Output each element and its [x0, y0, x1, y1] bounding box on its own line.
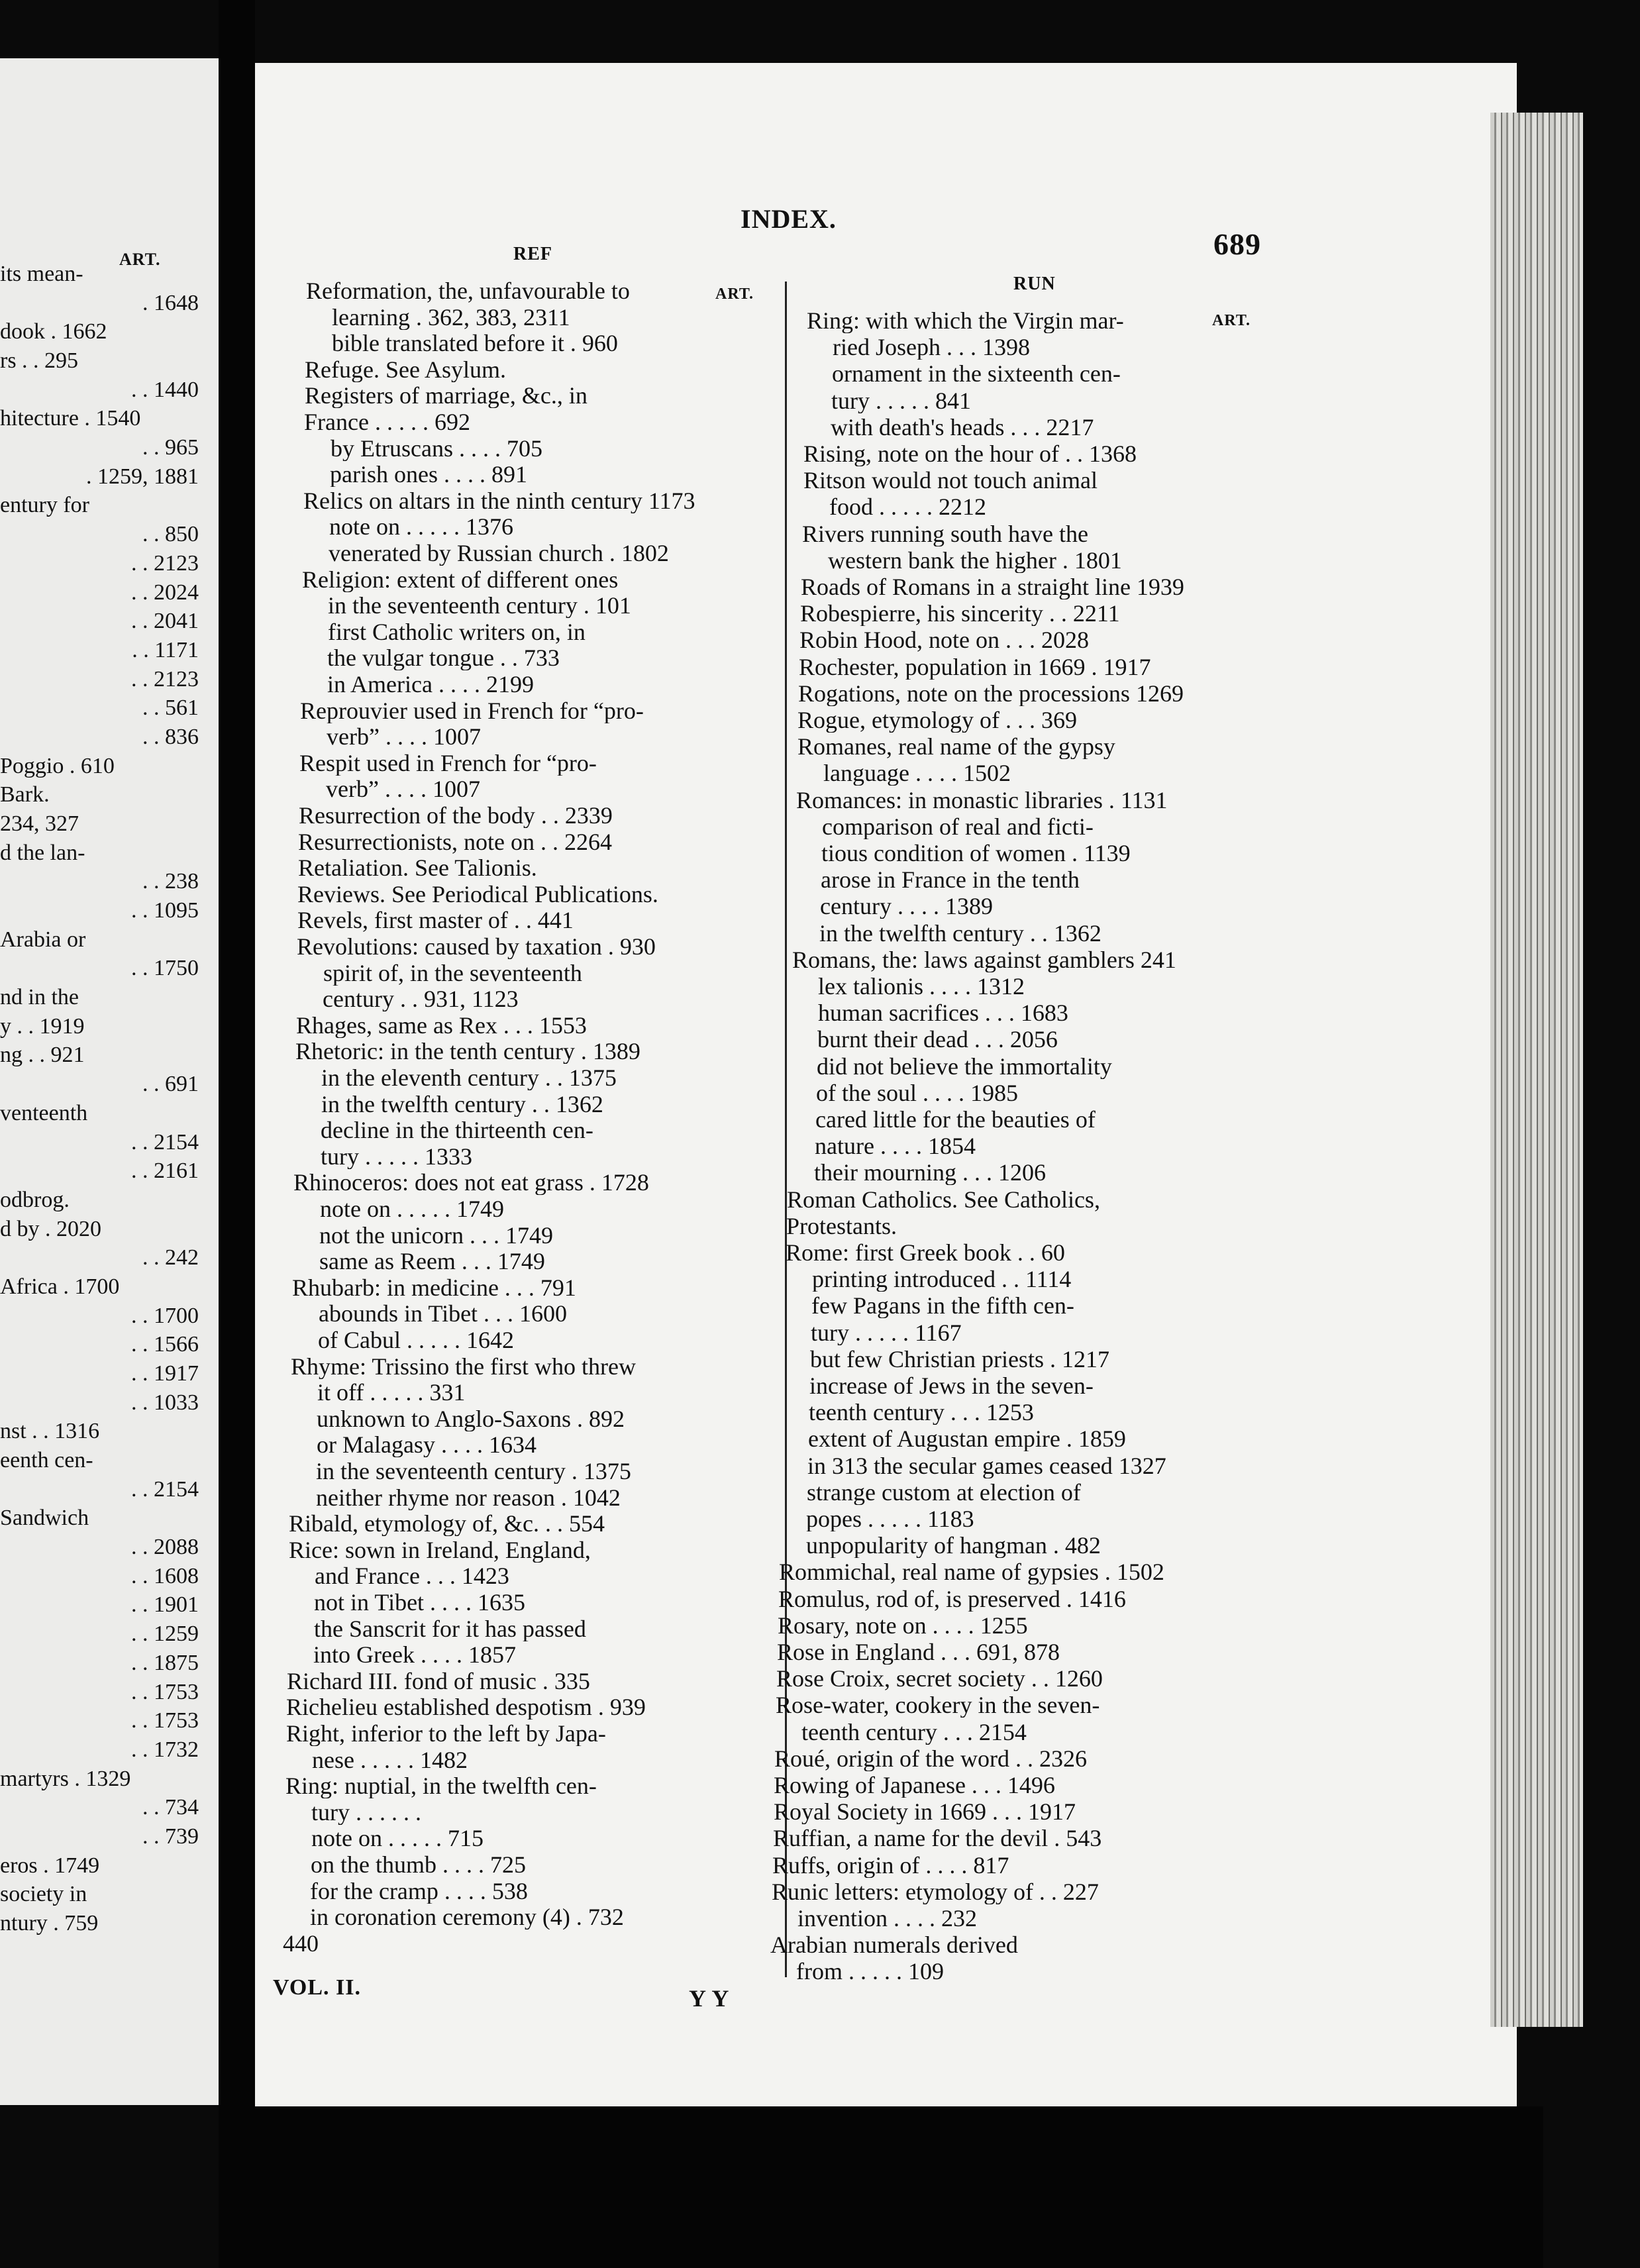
index-entry-line: increase of Jews in the seven- [809, 1373, 1094, 1398]
left-page-line: . . 1608 [131, 1564, 199, 1588]
index-entry-line: Rogations, note on the processions 1269 [798, 680, 1184, 706]
left-page-line: . . 1700 [131, 1304, 199, 1328]
signature-mark: Y Y [689, 1985, 730, 2012]
running-head-right: RUN [1013, 274, 1056, 294]
index-entry-line: human sacrifices . . . 1683 [818, 1000, 1068, 1026]
index-entry-line: verb” . . . . 1007 [327, 724, 481, 750]
index-entry-line: language . . . . 1502 [823, 760, 1011, 786]
left-page-art-label: ART. [119, 250, 161, 269]
left-page-line: . 1648 [142, 291, 199, 315]
index-entry-line: popes . . . . . 1183 [806, 1506, 974, 1531]
left-page-line: odbrog. [0, 1188, 70, 1212]
left-page-line: Bark. [0, 782, 50, 807]
index-entry-line: same as Reem . . . 1749 [319, 1249, 545, 1274]
left-page-line: . 1259, 1881 [86, 464, 199, 489]
index-entry-line: Right, inferior to the left by Japa- [286, 1721, 606, 1746]
column-divider [785, 282, 787, 1977]
left-page-line: . . 2123 [131, 667, 199, 692]
index-entry-line: food . . . . . 2212 [829, 494, 986, 520]
index-entry-line: burnt their dead . . . 2056 [817, 1027, 1058, 1053]
index-entry-line: Resurrectionists, note on . . 2264 [298, 829, 612, 854]
index-entry-line: Religion: extent of different ones [302, 566, 619, 592]
index-entry-line: bible translated before it . 960 [332, 331, 618, 356]
index-entry-line: from . . . . . 109 [796, 1959, 944, 1984]
index-entry-line: Retaliation. See Talionis. [298, 855, 537, 881]
index-entry-line: note on . . . . . 715 [311, 1826, 484, 1851]
left-page-line: . . 1095 [131, 898, 199, 923]
index-entry-line: Rosary, note on . . . . 1255 [778, 1612, 1028, 1638]
left-page-line: . . 2123 [131, 551, 199, 576]
volume-label: VOL. II. [273, 1975, 361, 2000]
index-entry-line: not in Tibet . . . . 1635 [314, 1590, 526, 1615]
index-entry-line: Ruffs, origin of . . . . 817 [772, 1852, 1009, 1878]
index-entry-line: century . . . . 1389 [820, 894, 993, 919]
index-entry-line: in the seventeenth century . 101 [328, 593, 631, 619]
index-entry-line: tury . . . . . . [311, 1799, 421, 1825]
left-page-line: . . 850 [142, 522, 199, 546]
index-entry-line: with death's heads . . . 2217 [831, 414, 1094, 440]
index-entry-line: France . . . . . 692 [304, 409, 470, 435]
left-page-line: . . 2154 [131, 1130, 199, 1155]
left-page-line: eenth cen- [0, 1448, 93, 1472]
index-entry-line: spirit of, in the seventeenth [323, 960, 582, 986]
left-page-line: Poggio . 610 [0, 754, 115, 778]
index-entry-line: Reviews. See Periodical Publications. [297, 881, 658, 907]
left-page-line: . . 1753 [131, 1708, 199, 1733]
left-column-art-label: ART. [715, 285, 754, 303]
index-entry-line: Romans, the: laws against gamblers 241 [792, 947, 1176, 972]
index-entry-line: note on . . . . . 1376 [329, 514, 513, 540]
left-page-line: eros . 1749 [0, 1853, 100, 1878]
index-entry-line: in America . . . . 2199 [327, 672, 534, 697]
index-entry-line: neither rhyme nor reason . 1042 [316, 1484, 621, 1510]
index-entry-line: of Cabul . . . . . 1642 [318, 1327, 514, 1353]
index-entry-line: note on . . . . . 1749 [320, 1196, 504, 1221]
index-entry-line: Rhetoric: in the tenth century . 1389 [295, 1039, 641, 1064]
bottom-shadow [219, 2106, 1543, 2268]
index-entry-line: lex talionis . . . . 1312 [818, 974, 1025, 999]
index-entry-line: Resurrection of the body . . 2339 [299, 803, 613, 828]
index-entry-line: extent of Augustan empire . 1859 [808, 1426, 1126, 1452]
left-page-line: . . 739 [142, 1824, 199, 1849]
index-entry-line: but few Christian priests . 1217 [810, 1346, 1109, 1372]
index-entry-line: Rhubarb: in medicine . . . 791 [292, 1274, 576, 1300]
index-entry-line: in the eleventh century . . 1375 [321, 1065, 617, 1090]
left-page-line: ntury . 759 [0, 1911, 99, 1935]
index-entry-line: 440 [283, 1930, 319, 1956]
index-entry-line: Roads of Romans in a straight line 1939 [801, 574, 1184, 599]
index-entry-line: did not believe the immortality [817, 1053, 1112, 1079]
index-entry-line: Rose Croix, secret society . . 1260 [776, 1666, 1103, 1692]
index-entry-line: learning . 362, 383, 2311 [332, 304, 570, 330]
index-entry-line: Roman Catholics. See Catholics, [787, 1186, 1100, 1212]
left-page-line: . . 242 [142, 1245, 199, 1270]
left-page-line: 234, 327 [0, 811, 79, 836]
page-number: 689 [1213, 227, 1261, 261]
index-entry-line: Richelieu established despotism . 939 [286, 1694, 646, 1720]
index-entry-line: ried Joseph . . . 1398 [833, 335, 1030, 360]
left-page-line: Sandwich [0, 1506, 89, 1530]
index-entry-line: Rhinoceros: does not eat grass . 1728 [293, 1170, 649, 1196]
index-entry-line: tury . . . . . 1333 [321, 1143, 472, 1169]
index-entry-line: arose in France in the tenth [821, 867, 1080, 893]
index-entry-line: the Sanscrit for it has passed [314, 1616, 586, 1641]
left-page-line: hitecture . 1540 [0, 406, 141, 431]
index-entry-line: unknown to Anglo-Saxons . 892 [317, 1406, 625, 1431]
index-entry-line: teenth century . . . 1253 [809, 1400, 1034, 1425]
index-entry-line: strange custom at election of [807, 1479, 1081, 1505]
index-entry-line: nese . . . . . 1482 [312, 1747, 468, 1773]
index-entry-line: venerated by Russian church . 1802 [329, 541, 669, 566]
left-page-line: ng . . 921 [0, 1043, 85, 1067]
index-entry-line: Richard III. fond of music . 335 [287, 1668, 590, 1694]
index-entry-line: in the twelfth century . . 1362 [819, 920, 1102, 946]
index-entry-line: Rivers running south have the [802, 521, 1088, 546]
index-entry-line: teenth century . . . 2154 [801, 1719, 1027, 1745]
index-entry-line: tury . . . . . 841 [831, 387, 971, 413]
index-entry-line: in the twelfth century . . 1362 [321, 1091, 603, 1117]
left-page-line: d the lan- [0, 841, 85, 865]
index-entry-line: decline in the thirteenth cen- [321, 1117, 593, 1143]
index-entry-line: nature . . . . 1854 [815, 1133, 976, 1159]
left-page-line: its mean- [0, 262, 83, 286]
index-entry-line: Rose in England . . . 691, 878 [777, 1639, 1060, 1665]
index-entry-line: their mourning . . . 1206 [814, 1160, 1046, 1186]
left-page-line: venteenth [0, 1101, 88, 1125]
index-entry-line: it off . . . . . 331 [317, 1380, 466, 1406]
running-head-left: REF [513, 244, 552, 264]
left-page-line: rs . . 295 [0, 348, 79, 373]
left-page-line: . . 1875 [131, 1651, 199, 1675]
index-entry-line: Reprouvier used in French for “pro- [300, 697, 644, 723]
left-page-line: y . . 1919 [0, 1014, 85, 1039]
left-page-line: . . 1259 [131, 1622, 199, 1646]
index-entry-line: Royal Society in 1669 . . . 1917 [774, 1799, 1076, 1825]
index-entry-line: Robin Hood, note on . . . 2028 [799, 627, 1089, 653]
left-page-line: . . 1901 [131, 1592, 199, 1617]
left-page-line: . . 2041 [131, 609, 199, 633]
index-entry-line: Ribald, etymology of, &c. . . 554 [289, 1511, 605, 1537]
index-entry-line: on the thumb . . . . 725 [311, 1852, 526, 1877]
index-entry-line: Romances: in monastic libraries . 1131 [796, 787, 1168, 813]
index-entry-line: not the unicorn . . . 1749 [319, 1222, 553, 1248]
index-entry-line: Robespierre, his sincerity . . 2211 [800, 601, 1120, 627]
left-page-line: . . 2088 [131, 1535, 199, 1559]
left-page-line: . . 1566 [131, 1332, 199, 1357]
left-page-line: entury for [0, 493, 90, 517]
left-page-line: . . 1033 [131, 1390, 199, 1415]
index-entry-line: Romanes, real name of the gypsy [797, 734, 1115, 760]
index-entry-line: Respit used in French for “pro- [299, 750, 597, 776]
index-entry-line: the vulgar tongue . . 733 [327, 645, 560, 671]
index-entry-line: Protestants. [786, 1213, 897, 1239]
left-page-line: society in [0, 1882, 87, 1906]
index-entry-line: Rice: sown in Ireland, England, [289, 1537, 591, 1563]
index-entry-line: cared little for the beauties of [815, 1107, 1096, 1132]
left-page-line: . . 2161 [131, 1159, 199, 1183]
left-page-line: . . 691 [142, 1072, 199, 1096]
index-entry-line: Ring: with which the Virgin mar- [807, 308, 1124, 333]
left-page-line: . . 2024 [131, 580, 199, 605]
page-title: INDEX. [741, 204, 837, 234]
index-entry-line: tious condition of women . 1139 [821, 841, 1131, 866]
left-page-line: nd in the [0, 985, 79, 1009]
left-page-line: Arabia or [0, 927, 86, 952]
index-entry-line: few Pagans in the fifth cen- [811, 1293, 1074, 1319]
index-entry-line: Rhages, same as Rex . . . 1553 [296, 1012, 587, 1038]
left-page-line: d by . 2020 [0, 1217, 101, 1241]
index-entry-line: unpopularity of hangman . 482 [806, 1533, 1101, 1559]
index-entry-line: verb” . . . . 1007 [326, 776, 480, 802]
index-entry-line: Ritson would not touch animal [803, 468, 1098, 493]
index-entry-line: Rogue, etymology of . . . 369 [797, 707, 1077, 733]
left-page-line: . . 238 [142, 869, 199, 894]
index-entry-line: western bank the higher . 1801 [828, 547, 1122, 573]
index-entry-line: Romulus, rod of, is preserved . 1416 [778, 1586, 1126, 1612]
index-entry-line: by Etruscans . . . . 705 [331, 435, 542, 461]
left-page-line: . . 1440 [131, 378, 199, 402]
index-entry-line: Ring: nuptial, in the twelfth cen- [285, 1773, 597, 1799]
index-entry-line: Revolutions: caused by taxation . 930 [297, 934, 656, 959]
index-entry-line: Arabian numerals derived [770, 1932, 1018, 1958]
left-page-line: . . 1732 [131, 1737, 199, 1762]
left-page-line: . . 2154 [131, 1477, 199, 1502]
index-entry-line: abounds in Tibet . . . 1600 [319, 1301, 568, 1327]
index-entry-line: Rose-water, cookery in the seven- [776, 1692, 1100, 1718]
index-entry-line: Rowing of Japanese . . . 1496 [774, 1773, 1055, 1798]
index-entry-line: Reformation, the, unfavourable to [306, 278, 630, 303]
index-entry-line: first Catholic writers on, in [328, 619, 586, 644]
index-entry-line: Runic letters: etymology of . . 227 [772, 1879, 1099, 1904]
left-page-line: martyrs . 1329 [0, 1767, 131, 1791]
right-column-art-label: ART. [1212, 312, 1251, 329]
left-page-line: . . 734 [142, 1795, 199, 1820]
index-entry-line: and France . . . 1423 [315, 1563, 509, 1589]
index-entry-line: into Greek . . . . 1857 [313, 1642, 516, 1668]
index-entry-line: tury . . . . . 1167 [811, 1319, 962, 1345]
index-entry-line: Rhyme: Trissino the first who threw [291, 1353, 637, 1379]
index-entry-line: parish ones . . . . 891 [330, 462, 527, 488]
index-entry-line: comparison of real and ficti- [822, 813, 1094, 839]
left-page-line: nst . . 1316 [0, 1419, 100, 1443]
index-entry-line: Rochester, population in 1669 . 1917 [799, 654, 1151, 680]
index-entry-line: Ruffian, a name for the devil . 543 [773, 1826, 1102, 1851]
left-page-line: . . 561 [142, 696, 199, 720]
left-page-line: . . 965 [142, 435, 199, 460]
index-entry-line: printing introduced . . 1114 [812, 1266, 1072, 1292]
left-page-line: . . 1750 [131, 956, 199, 980]
index-entry-line: Refuge. See Asylum. [305, 356, 506, 382]
left-page-line: . . 1917 [131, 1361, 199, 1386]
index-entry-line: Rommichal, real name of gypsies . 1502 [779, 1559, 1164, 1585]
index-entry-line: invention . . . . 232 [797, 1906, 977, 1931]
index-entry-line: Relics on altars in the ninth century 1173 [303, 488, 695, 513]
left-page-line: . . 1171 [132, 638, 199, 662]
index-entry-line: Rome: first Greek book . . 60 [786, 1240, 1065, 1265]
index-entry-line: in the seventeenth century . 1375 [316, 1459, 631, 1484]
index-entry-line: Rising, note on the hour of . . 1368 [803, 441, 1137, 466]
page-edges [1490, 113, 1583, 2027]
left-page-line: . . 836 [142, 725, 199, 749]
index-entry-line: in coronation ceremony (4) . 732 [310, 1904, 624, 1930]
index-entry-line: for the cramp . . . . 538 [310, 1878, 528, 1904]
index-entry-line: or Malagasy . . . . 1634 [317, 1432, 537, 1458]
left-page-line: dook . 1662 [0, 319, 107, 344]
left-page-line: Africa . 1700 [0, 1274, 120, 1299]
index-entry-line: in 313 the secular games ceased 1327 [807, 1453, 1166, 1478]
index-entry-line: Revels, first master of . . 441 [297, 907, 574, 933]
index-entry-line: ornament in the sixteenth cen- [832, 361, 1121, 387]
index-entry-line: century . . 931, 1123 [323, 986, 519, 1012]
index-entry-line: Roué, origin of the word . . 2326 [774, 1745, 1087, 1771]
book-gutter [219, 0, 255, 2268]
left-page-line: . . 1753 [131, 1680, 199, 1704]
index-entry-line: of the soul . . . . 1985 [816, 1080, 1018, 1106]
index-entry-line: Registers of marriage, &c., in [305, 383, 588, 409]
